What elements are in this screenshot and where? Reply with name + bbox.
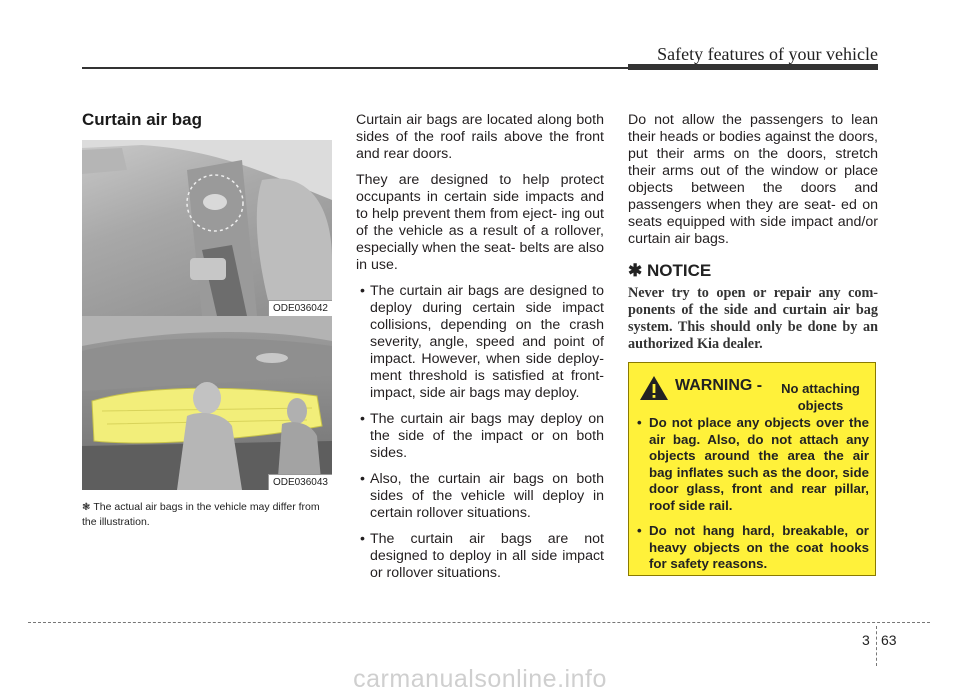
warning-label: WARNING - [675,377,763,394]
paragraph: Curtain air bags are located along both sides of the roof rails above the front and rear doors. [356,112,604,162]
warning-list [639,415,869,582]
figure-curtain-airbag-illustration [82,316,332,490]
column-right [628,112,878,362]
chapter-number: 3 [862,632,870,648]
pillar-illustration [82,140,332,316]
watermark: carmanualsonline.info [353,665,607,693]
column-middle [356,112,604,591]
footer-rule [28,622,930,623]
list-item: • The curtain air bags may deploy on the side of the impact or on both sides. [356,411,604,462]
warning-box [628,362,876,576]
notice-text: Never try to open or repair any com- ponents of the side and curtain air bag system. This should only be done by an authorized Kia dealer. [628,285,878,352]
notice-title: ✱ NOTICE [628,261,712,280]
caption-mark: ❃ [82,502,91,513]
paragraph: They are designed to help protect occupants in certain side impacts and to help prevent them from eject- ing out of the vehicle as a result of a rollover, especially when the seat- belts are also in use. [356,172,604,273]
section-title: Curtain air bag [82,110,202,129]
curtain-airbag-illustration [82,316,332,490]
header-title: Safety features of your vehicle [657,44,878,64]
header-tab [628,64,878,70]
page-separator [876,626,877,666]
figure-pillar-illustration [82,140,332,316]
list-item: • Also, the curtain air bags on both sides of the vehicle will deploy in certain rollover situations. [356,471,604,522]
figure-label: ODE036043 [268,474,332,490]
warning-subtitle: No attaching objects [781,381,860,413]
figure-caption [82,500,337,530]
warning-item: • Do not place any objects over the air bag. Also, do not attach any objects around the area the air bag inflates such as the door, side door glass, front and rear pillar, roof side rail. [639,415,869,514]
warning-triangle-icon [639,375,669,401]
page-number: 63 [881,632,897,648]
list-item: • The curtain air bags are designed to deploy during certain side impact collisions, depending on the crash severity, angle, speed and point of impact. However, when side deploy- ment threshold is satisfied at front- impact, side air bags may deploy. [356,283,604,402]
bullet-list [356,283,604,582]
figure-label: ODE036042 [268,300,332,316]
paragraph: Do not allow the passengers to lean their heads or bodies against the doors, put their arms on the doors, stretch their arms out of the window or place objects between the doors and passengers when they are seat- ed on seats equipped with side impact and/or curtain air bags. [628,112,878,247]
caption-text: The actual air bags in the vehicle may differ from the illustration. [82,501,320,528]
warning-item: • Do not hang hard, breakable, or heavy objects on the coat hooks for safety reasons. [639,523,869,573]
list-item: • The curtain air bags are not designed to deploy in all side impact or rollover situations. [356,531,604,582]
